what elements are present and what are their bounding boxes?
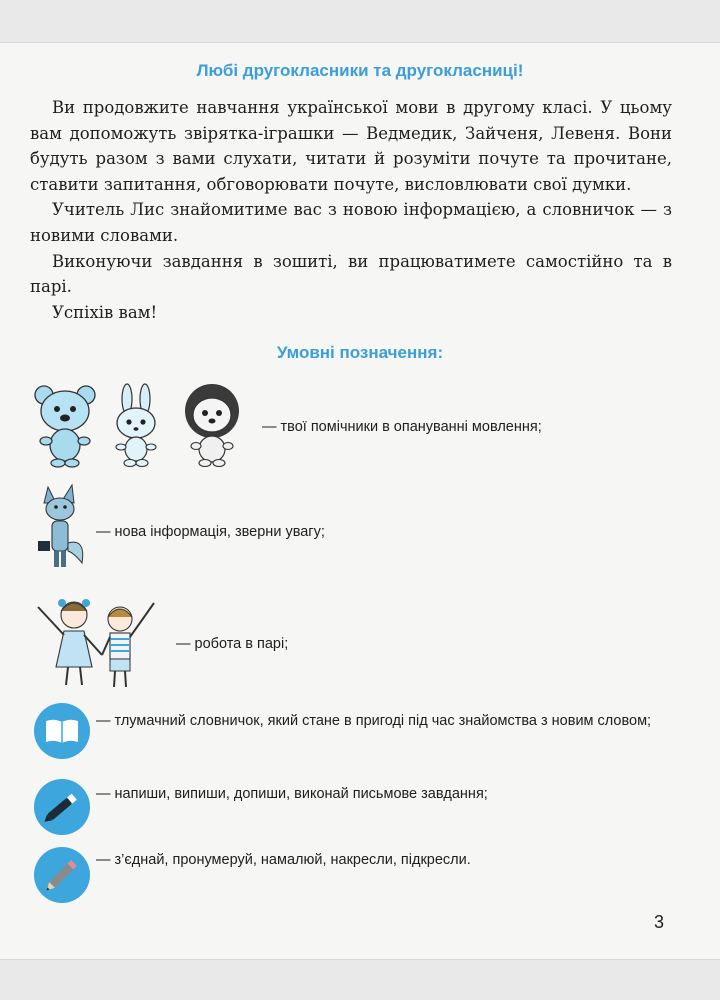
toy-animals-illustration	[32, 383, 252, 469]
intro-paragraph: Успіхів вам!	[52, 302, 158, 322]
intro-paragraph: Ви продовжите навчання української мови в другому класі. У цьому вам допоможуть звірятка-іграшки — Ведмедик, Зайченя, Левеня. Вони будуть разом з вами слухати, читати й розуміти почуте та прочитане, ставити запитання, обговорювати почуте, висловлювати свої думки.	[30, 98, 672, 194]
legend-text-helpers: — твої помічники в опануванні мовлення;	[262, 419, 542, 435]
intro-paragraph: Виконуючи завдання в зошиті, ви працюватимете самостійно та в парі.	[30, 251, 672, 297]
boy-icon	[102, 603, 154, 687]
pencil-icon	[34, 847, 90, 903]
legend-title: Умовні позначення:	[276, 343, 444, 362]
intro-paragraph: Учитель Лис знайомитиме вас з новою інформацією, а словничок — з новими словами.	[30, 200, 672, 245]
legend-text-dictionary: — тлумачний словничок, який стане в пригоді під час знайомства з новим словом;	[96, 713, 652, 729]
book-icon	[34, 703, 90, 759]
bunny-icon	[116, 384, 156, 467]
bear-icon	[35, 386, 95, 467]
pen-icon	[34, 779, 90, 835]
pair-work-illustration	[28, 593, 168, 693]
girl-icon	[38, 599, 102, 685]
legend-text-pair-work: — робота в парі;	[176, 636, 289, 652]
lion-cub-icon	[185, 384, 239, 467]
legend-text-new-info: — нова інформація, зверни увагу;	[96, 524, 325, 540]
page-number: 3	[653, 912, 664, 932]
legend-text-drawing: — з’єднай, пронумеруй, намалюй, накресли, підкресли.	[96, 852, 471, 868]
intro-text	[30, 95, 672, 325]
workbook-page	[0, 42, 720, 960]
legend-text-writing: — напиши, випиши, допиши, виконай письмове завдання;	[96, 786, 488, 802]
fox-teacher-icon	[36, 483, 92, 573]
page-title: Любі другокласники та другокласниці!	[196, 61, 524, 80]
